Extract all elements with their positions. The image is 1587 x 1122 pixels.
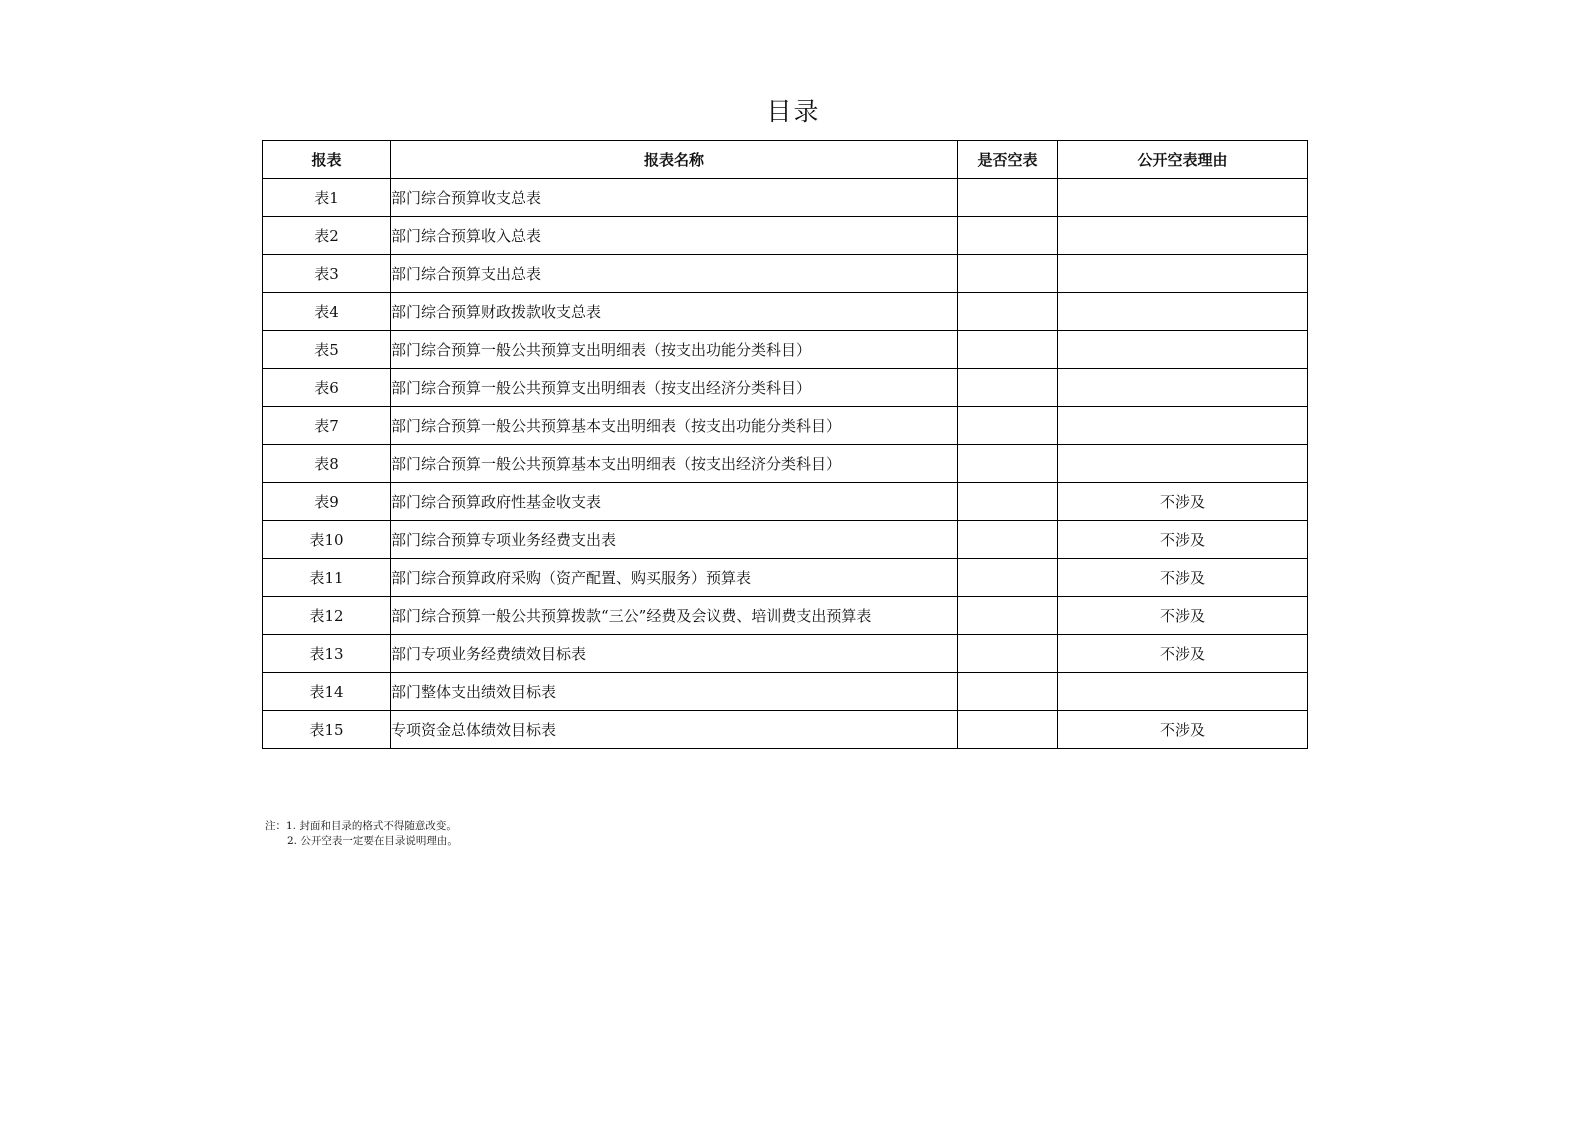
cell-report-name: 部门综合预算收支总表 <box>391 179 958 217</box>
header-report-name: 报表名称 <box>391 141 958 179</box>
cell-report-name: 部门综合预算政府采购（资产配置、购买服务）预算表 <box>391 559 958 597</box>
cell-is-empty <box>958 217 1058 255</box>
cell-empty-reason <box>1058 331 1308 369</box>
table-row <box>263 711 1308 749</box>
cell-is-empty <box>958 331 1058 369</box>
table-row <box>263 673 1308 711</box>
cell-empty-reason <box>1058 407 1308 445</box>
cell-is-empty <box>958 445 1058 483</box>
cell-report-name: 部门综合预算支出总表 <box>391 255 958 293</box>
table-header-row <box>263 141 1308 179</box>
cell-empty-reason <box>1058 179 1308 217</box>
footnote-2: 2. 公开空表一定要在目录说明理由。 <box>287 835 458 847</box>
cell-report-code: 表11 <box>263 559 391 597</box>
cell-empty-reason: 不涉及 <box>1058 635 1308 673</box>
cell-report-name: 部门综合预算一般公共预算基本支出明细表（按支出功能分类科目） <box>391 407 958 445</box>
table-row <box>263 255 1308 293</box>
cell-report-code: 表10 <box>263 521 391 559</box>
cell-is-empty <box>958 521 1058 559</box>
cell-report-code: 表5 <box>263 331 391 369</box>
cell-report-code: 表14 <box>263 673 391 711</box>
table-row <box>263 293 1308 331</box>
cell-empty-reason <box>1058 217 1308 255</box>
cell-is-empty <box>958 635 1058 673</box>
cell-report-code: 表2 <box>263 217 391 255</box>
cell-report-code: 表4 <box>263 293 391 331</box>
cell-report-name: 部门专项业务经费绩效目标表 <box>391 635 958 673</box>
table-row <box>263 179 1308 217</box>
cell-empty-reason <box>1058 293 1308 331</box>
cell-is-empty <box>958 483 1058 521</box>
header-report-code: 报表 <box>263 141 391 179</box>
table-row <box>263 521 1308 559</box>
table-row <box>263 445 1308 483</box>
table-row <box>263 483 1308 521</box>
cell-report-code: 表8 <box>263 445 391 483</box>
page-title: 目录 <box>766 97 821 126</box>
table-row <box>263 217 1308 255</box>
cell-report-name: 部门综合预算收入总表 <box>391 217 958 255</box>
cell-empty-reason: 不涉及 <box>1058 521 1308 559</box>
cell-report-code: 表9 <box>263 483 391 521</box>
cell-empty-reason: 不涉及 <box>1058 559 1308 597</box>
cell-is-empty <box>958 369 1058 407</box>
cell-report-name: 部门综合预算一般公共预算基本支出明细表（按支出经济分类科目） <box>391 445 958 483</box>
header-is-empty: 是否空表 <box>958 141 1058 179</box>
cell-empty-reason: 不涉及 <box>1058 483 1308 521</box>
cell-report-name: 部门综合预算一般公共预算拨款“三公”经费及会议费、培训费支出预算表 <box>391 597 958 635</box>
cell-empty-reason: 不涉及 <box>1058 597 1308 635</box>
footnote-1: 注：1. 封面和目录的格式不得随意改变。 <box>265 820 457 832</box>
table-body <box>263 179 1308 749</box>
table-row <box>263 407 1308 445</box>
table-row <box>263 331 1308 369</box>
cell-report-name: 部门综合预算一般公共预算支出明细表（按支出功能分类科目） <box>391 331 958 369</box>
cell-report-code: 表1 <box>263 179 391 217</box>
table-row <box>263 597 1308 635</box>
cell-is-empty <box>958 255 1058 293</box>
cell-report-name: 部门综合预算财政拨款收支总表 <box>391 293 958 331</box>
footnotes <box>265 819 458 849</box>
cell-report-code: 表6 <box>263 369 391 407</box>
table-row <box>263 559 1308 597</box>
cell-is-empty <box>958 179 1058 217</box>
cell-report-name: 部门综合预算一般公共预算支出明细表（按支出经济分类科目） <box>391 369 958 407</box>
cell-is-empty <box>958 673 1058 711</box>
report-catalog-table <box>262 140 1308 749</box>
cell-report-name: 部门综合预算专项业务经费支出表 <box>391 521 958 559</box>
cell-is-empty <box>958 559 1058 597</box>
cell-report-code: 表15 <box>263 711 391 749</box>
cell-report-code: 表13 <box>263 635 391 673</box>
cell-is-empty <box>958 407 1058 445</box>
cell-report-name: 专项资金总体绩效目标表 <box>391 711 958 749</box>
cell-empty-reason <box>1058 255 1308 293</box>
cell-report-code: 表3 <box>263 255 391 293</box>
cell-report-name: 部门整体支出绩效目标表 <box>391 673 958 711</box>
cell-is-empty <box>958 293 1058 331</box>
cell-is-empty <box>958 597 1058 635</box>
cell-report-code: 表7 <box>263 407 391 445</box>
cell-report-name: 部门综合预算政府性基金收支表 <box>391 483 958 521</box>
cell-empty-reason <box>1058 369 1308 407</box>
cell-report-code: 表12 <box>263 597 391 635</box>
cell-empty-reason <box>1058 673 1308 711</box>
table-row <box>263 369 1308 407</box>
cell-empty-reason <box>1058 445 1308 483</box>
cell-is-empty <box>958 711 1058 749</box>
cell-empty-reason: 不涉及 <box>1058 711 1308 749</box>
header-empty-reason: 公开空表理由 <box>1058 141 1308 179</box>
table-row <box>263 635 1308 673</box>
